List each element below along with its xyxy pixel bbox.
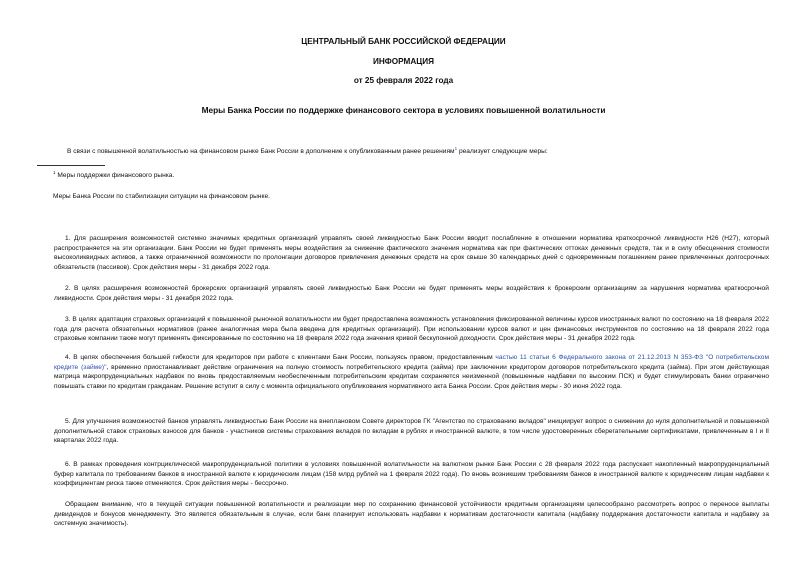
footnote	[53, 170, 174, 179]
paragraph-5: 5. Для улучшения возможностей банков управлять ликвидностью Банк России на внеплановом Совете директоров ГК "Агентство по страхованию вкладов" инициирует вопрос о снижении до нуля дополнительной и повышенной дополнительной ставок страховых взносов для банков - участников системы страхования вкладов по вкладам в рублях и иностранной валюте, в том числе удостоверенных сберегательными сертификатами, привлеченным в I и II кварталах 2022 года.	[54, 418, 769, 445]
intro-text-end: реализует следующие меры:	[457, 148, 548, 156]
organization-name: ЦЕНТРАЛЬНЫЙ БАНК РОССИЙСКОЙ ФЕДЕРАЦИИ	[301, 37, 506, 46]
law-reference-link[interactable]: частью 11 статьи 6 Федерального закона от 21.12.2013 N 353-ФЗ "О потребительском кредите (займе)"	[54, 354, 770, 371]
paragraph-6: 6. В рамках проведения контрциклической макропруденциальной политики в условиях повышенной волатильности на валютном рынке Банк России с 28 февраля 2022 года распускает накопленный макропруденциальный буфер капитала по требованиям банков в иностранной валюте к юридическим лицам (158 млрд рублей на 1 февраля 2022 года). По вновь возникшим требованиям банков в иностранной валюте к юридическим лицам надбавки к коэффициентам риска также отменяются. Срок действия меры - бессрочно.	[54, 461, 769, 488]
paragraph-4	[54, 353, 769, 391]
document-title: Меры Банка России по поддержке финансового сектора в условиях повышенной волатильности	[201, 105, 606, 115]
footnote-divider	[37, 165, 105, 166]
paragraph-1: 1. Для расширения возможностей системно значимых кредитных организаций управлять своей ликвидностью Банк России вводит послабление в отношении норматива краткосрочной ликвидности Н26 (Н27), который распространяется на эти организации. Банк России не будет применять меры воздействия за снижение фактического значения норматива как при фактических оттоках денежных средств, так и в силу обесценения стоимости высоколиквидных активов, а также ограниченной возможности по пролонгации договоров привлечения денежных средств на срок свыше 30 календарных дней с одновременным погашением ранее привлеченных долгосрочных обязательств (пассивов). Срок действия меры - 31 декабря 2022 года.	[54, 235, 769, 271]
footnote-text: Меры поддержки финансового рынка.	[55, 172, 175, 180]
section-subheading: Меры Банка России по стабилизации ситуации на финансовом рынке.	[53, 193, 270, 200]
paragraph-3: 3. В целях адаптации страховых организаций к повышенной рыночной волатильности им будет предоставлена возможность установления фиксированной величины курсов иностранных валют по состоянию на 18 февраля 2022 года для расчета обязательных нормативов (ранее аналогичная мера была введена для кредитных организаций). При использовании курсов валют и цен финансовых инструментов по состоянию на 18 февраля 2022 года страховые компании также могут применять фиксированные по состоянию на 18 февраля 2022 года значения кривой бескупонной доходности. Срок действия меры - 31 декабря 2022 года.	[54, 316, 769, 343]
footnote-marker: 1	[53, 170, 56, 175]
paragraph-7: Обращаем внимание, что в текущей ситуации повышенной волатильности и реализации мер по сохранению финансовой устойчивости кредитным организациям целесообразно рассмотреть вопрос о переносе выплаты дивидендов и бонусов менеджменту. Это является обязательным в случае, если банк планирует использовать надбавки к нормативам достаточности капитала (надбавку поддержания достаточности капитала и надбавку за системную значимость).	[54, 501, 769, 528]
document-type: ИНФОРМАЦИЯ	[373, 57, 434, 66]
intro-text: В связи с повышенной волатильностью на финансовом рынке Банк России в дополнение к опубликованным ранее решениям	[67, 148, 455, 156]
paragraph-4-text-b: , временно приостанавливает действие ограничения на полную стоимость потребительского кредита (займа) при заключении кредитором договоров потребительского кредита (займа). При этом действующая матрица макропруденциальных надбавок по вновь предоставляемым необеспеченным потребительским кредитам сохраняется неизменной (повышенные надбавки по высоким ПСК) и будет стимулировать банки ограничено повышать ставки по кредитам гражданам. Решение вступит в силу с момента официального опубликования нормативного акта Банка России. Срок действия меры - 30 июня 2022 года.	[54, 363, 769, 390]
paragraph-4-text-a: 4. В целях обеспечения большей гибкости для кредиторов при работе с клиентами Банк России, пользуясь правом, предоставленным	[65, 354, 496, 361]
paragraph-2: 2. В целях расширения возможностей брокерских организаций управлять своей ликвидностью Банк России не будет применять меры воздействия к брокерским организациям за нарушения норматива краткосрочной ликвидности. Срок действия меры - 31 декабря 2022 года.	[54, 285, 769, 302]
intro-paragraph	[67, 146, 548, 155]
footnote-reference-link[interactable]: 1	[454, 146, 458, 151]
document-date: от 25 февраля 2022 года	[353, 76, 454, 85]
